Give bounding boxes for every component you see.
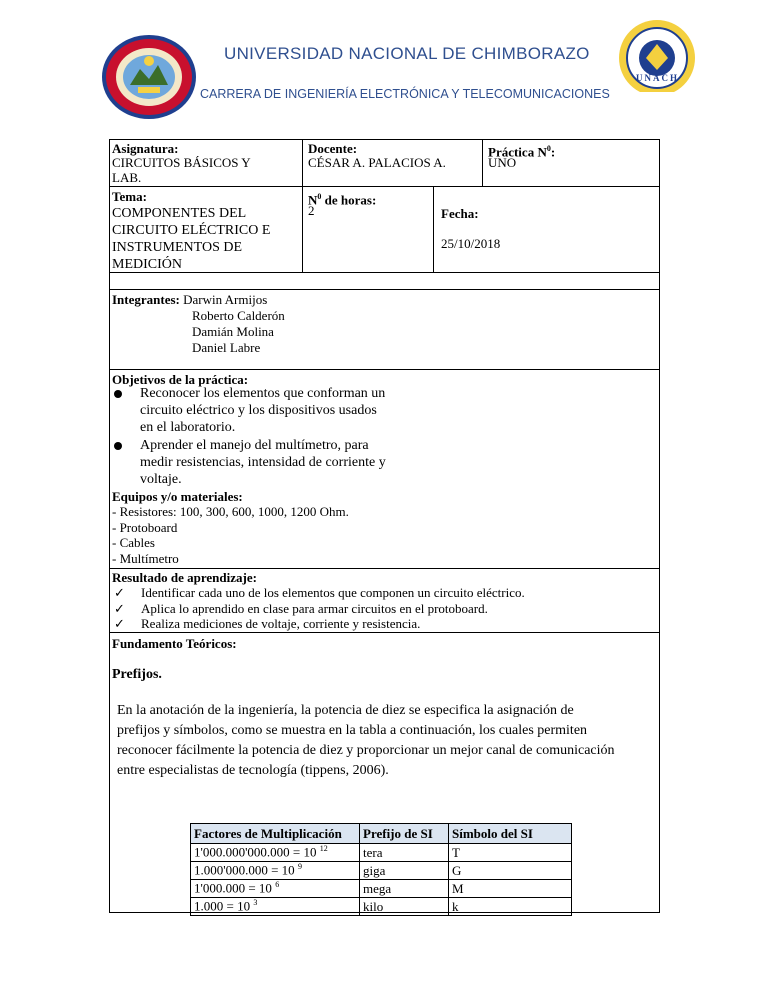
divider: [109, 568, 660, 569]
table-cell: T: [449, 844, 572, 862]
paragraph-line: entre especialistas de tecnología (tippens, 2006).: [117, 763, 389, 778]
integrantes-row: [112, 292, 267, 308]
tema-value: INSTRUMENTOS DE: [112, 240, 243, 255]
table-header: Prefijo de SI: [360, 824, 449, 844]
fundamento-label: Fundamento Teóricos:: [112, 636, 237, 651]
table-cell: tera: [360, 844, 449, 862]
integrantes-label: Integrantes:: [112, 292, 180, 307]
docente-label: Docente:: [308, 141, 358, 156]
divider: [109, 632, 660, 633]
university-title: UNIVERSIDAD NACIONAL DE CHIMBORAZO: [224, 44, 590, 63]
resultado-item: Aplica lo aprendido en clase para armar circuitos en el protoboard.: [141, 601, 488, 616]
member-name: Damián Molina: [192, 324, 274, 339]
divider: [109, 186, 660, 187]
divider: [482, 139, 483, 186]
equipo-item: - Multímetro: [112, 551, 179, 566]
practica-value: UNO: [488, 155, 517, 170]
table-cell: 1.000'000.000 = 10 $^9$: [191, 862, 360, 880]
divider: [433, 186, 434, 272]
university-seal-logo: [100, 33, 198, 121]
equipo-item: - Cables: [112, 535, 155, 550]
equipo-item: - Protoboard: [112, 520, 178, 535]
asignatura-value: LAB.: [112, 170, 142, 185]
tema-value: CIRCUITO ELÉCTRICO E: [112, 223, 271, 238]
table-cell: giga: [360, 862, 449, 880]
objetivo-text: Aprender el manejo del multímetro, para: [140, 438, 369, 453]
fundamento-paragraph: [117, 701, 652, 781]
faculty-seal-logo: [616, 18, 698, 104]
tema-label: Tema:: [112, 189, 147, 204]
paragraph-line: En la anotación de la ingeniería, la potencia de diez se especifica la asignación de: [117, 703, 574, 718]
table-cell: k: [449, 898, 572, 916]
resultado-item: Identificar cada uno de los elementos que componen un circuito eléctrico.: [141, 585, 525, 600]
paragraph-line: prefijos y símbolos, como se muestra en la tabla a continuación, los cuales permiten: [117, 723, 588, 738]
tema-value: COMPONENTES DEL: [112, 206, 247, 221]
divider: [109, 369, 660, 370]
equipo-item: - Resistores: 100, 300, 600, 1000, 1200 Ohm.: [112, 504, 349, 519]
practica-label: Práctica $N^0$:: [488, 144, 556, 160]
docente-value: CÉSAR A. PALACIOS A.: [308, 155, 446, 170]
fecha-value: 25/10/2018: [441, 236, 501, 251]
equipos-label: Equipos y/o materiales:: [112, 489, 243, 504]
table-cell: 1'000.000 = 10 $^6$: [191, 880, 360, 898]
divider: [302, 139, 303, 272]
table-header: Factores de Multiplicación: [191, 824, 360, 844]
table-row: [191, 862, 572, 880]
tema-value: MEDICIÓN: [112, 257, 182, 272]
objetivo-text: medir resistencias, intensidad de corriente y: [140, 455, 386, 470]
objetivos-label: Objetivos de la práctica:: [112, 372, 249, 387]
table-cell: kilo: [360, 898, 449, 916]
resultado-label: Resultado de aprendizaje:: [112, 570, 257, 585]
table-cell: 1'000.000'000.000 = 10 $^{12}$: [191, 844, 360, 862]
resultado-item: Realiza mediciones de voltaje, corriente y resistencia.: [141, 616, 421, 631]
objetivo-text: Reconocer los elementos que conforman un: [140, 386, 386, 401]
asignatura-value: CIRCUITOS BÁSICOS Y: [112, 155, 251, 170]
horas-label: $N^0$ de horas:: [308, 192, 377, 208]
divider: [109, 289, 660, 290]
member-name: Daniel Labre: [192, 340, 261, 355]
member-name: Roberto Calderón: [192, 308, 285, 323]
member-name: Darwin Armijos: [183, 292, 268, 307]
objetivo-text: en el laboratorio.: [140, 420, 236, 435]
career-subtitle: CARRERA DE INGENIERÍA ELECTRÓNICA Y TELECOMUNICACIONES: [200, 87, 610, 101]
paragraph-line: reconocer fácilmente la potencia de diez y proporcionar un mejor canal de comunicación: [117, 743, 615, 758]
logo-text: UNACH: [636, 73, 679, 83]
section-subtitle: Prefijos.: [112, 667, 162, 682]
table-row: [191, 844, 572, 862]
horas-value: 2: [308, 203, 315, 218]
divider: [109, 272, 660, 273]
fecha-label: Fecha:: [441, 206, 479, 221]
objetivo-text: voltaje.: [140, 472, 182, 487]
bullet-icon: [114, 442, 122, 450]
table-cell: G: [449, 862, 572, 880]
table-cell: M: [449, 880, 572, 898]
table-cell: mega: [360, 880, 449, 898]
table-header: Símbolo del SI: [449, 824, 572, 844]
si-prefix-table: [190, 823, 572, 916]
checkmark-icon: ✓: [114, 616, 125, 631]
table-row: [191, 880, 572, 898]
bullet-icon: [114, 390, 122, 398]
table-row: [191, 898, 572, 916]
asignatura-label: Asignatura:: [112, 141, 179, 156]
objetivo-text: circuito eléctrico y los dispositivos usados: [140, 403, 377, 418]
checkmark-icon: ✓: [114, 585, 125, 600]
table-header-row: [191, 824, 572, 844]
checkmark-icon: ✓: [114, 601, 125, 616]
table-cell: 1.000 = 10 $^3$: [191, 898, 360, 916]
